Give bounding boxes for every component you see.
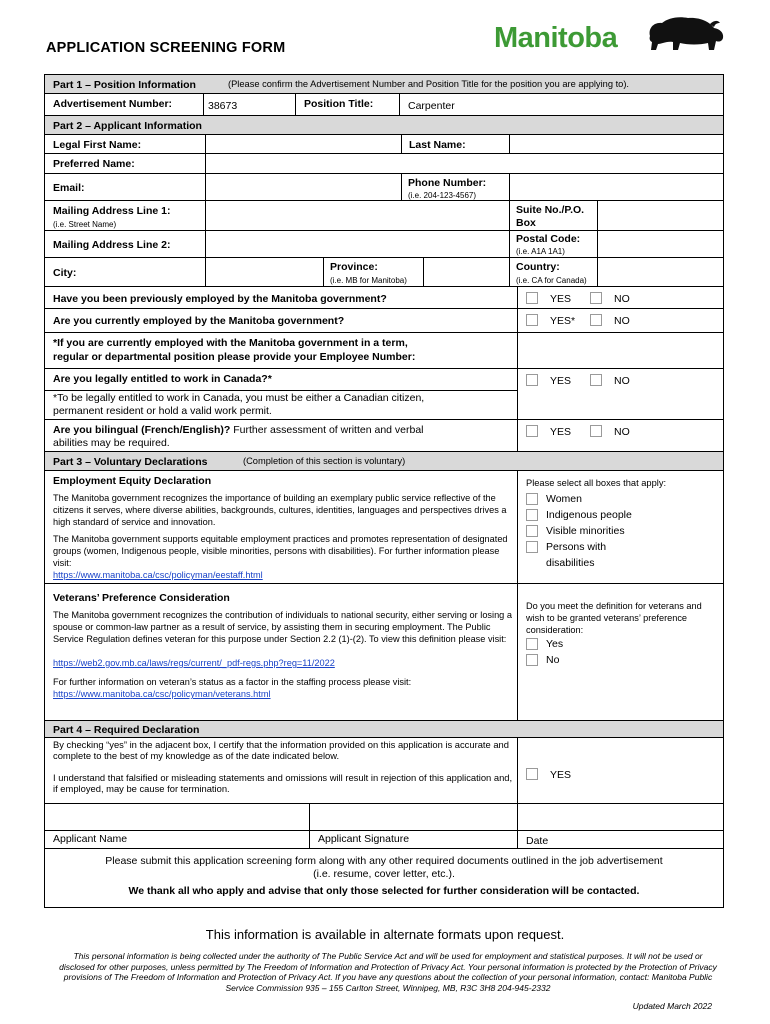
- preferred-row: [45, 154, 723, 174]
- bilingual-no-checkbox[interactable]: [590, 425, 602, 437]
- last-name-label: Last Name:: [409, 139, 466, 151]
- employee-number-row: [45, 333, 723, 369]
- currently-employed-no-checkbox[interactable]: [590, 314, 602, 326]
- legal-first-name-label: Legal First Name:: [53, 139, 142, 151]
- address1-row: [45, 201, 723, 231]
- employee-number-note-1: *If you are currently employed with the Manitoba government in a term,: [53, 337, 408, 349]
- yes-label: YES: [550, 426, 572, 438]
- suite-field[interactable]: [597, 201, 723, 230]
- part3-heading: Part 3 – Voluntary Declarations: [53, 456, 208, 468]
- thank-you-note: We thank all who apply and advise that only those selected for further consideration will be contacted.: [128, 885, 640, 897]
- veterans-yes-checkbox[interactable]: [526, 638, 538, 650]
- women-label: Women: [546, 493, 582, 505]
- postal-code-label: Postal Code:: [516, 233, 581, 245]
- submit-instruction-2: (i.e. resume, cover letter, etc.).: [313, 868, 455, 880]
- address1-field[interactable]: [205, 201, 509, 230]
- phone-label: Phone Number:: [408, 177, 487, 189]
- signature-labels-row: [45, 830, 723, 849]
- part2-heading: Part 2 – Applicant Information: [53, 120, 202, 132]
- date-label-cell: [517, 830, 723, 848]
- yes-star-label: YES*: [550, 315, 576, 327]
- no-label: NO: [614, 293, 630, 305]
- applicant-signature-label: Applicant Signature: [318, 833, 410, 845]
- declaration-answer: [517, 738, 723, 803]
- previously-employed-yes-checkbox[interactable]: [526, 292, 538, 304]
- part3-note: (Completion of this section is voluntary): [243, 456, 406, 466]
- address2-label: Mailing Address Line 2:: [53, 239, 171, 251]
- date-field[interactable]: [517, 804, 723, 830]
- part2-header: [45, 116, 723, 135]
- veterans-regulation-link[interactable]: https://web2.gov.mb.ca/laws/regs/current/_pdf-regs.php?reg=11/2022: [53, 658, 335, 668]
- phone-label-cell: [401, 174, 509, 200]
- veterans-no-checkbox[interactable]: [526, 654, 538, 666]
- last-name-label-cell: [401, 135, 509, 153]
- legal-first-name-field[interactable]: [205, 135, 401, 153]
- country-field[interactable]: [597, 258, 723, 286]
- declaration-yes-label: YES: [550, 769, 572, 781]
- applicant-signature-field[interactable]: [309, 804, 517, 830]
- bison-icon: [644, 14, 726, 54]
- veterans-paragraph-1: The Manitoba government recognizes the contribution of individuals to national security, either serving or losing a spouse or common-law partner as a result of service, by assisting them in securing employment. The Public Service Regulation defines veteran for this purpose under Section 2.2 (1)-(2). To view this definition please visit:: [53, 610, 512, 645]
- email-field[interactable]: [205, 174, 401, 200]
- declaration-paragraph-2: I understand that falsified or misleading statements and omissions will result in rejection of this application and, if employed, may be cause for termination.: [53, 772, 513, 794]
- currently-employed-answers: [517, 309, 723, 332]
- phone-hint: (i.e. 204-123-4567): [408, 191, 477, 200]
- name-row: [45, 135, 723, 154]
- ad-number-label: Advertisement Number:: [53, 98, 173, 110]
- veterans-row: [45, 584, 723, 721]
- declaration-row: [45, 738, 723, 804]
- applicant-name-field[interactable]: [45, 804, 309, 830]
- applicant-name-label-cell: [45, 830, 309, 848]
- part1-heading: Part 1 – Position Information: [53, 79, 196, 91]
- alternate-formats-note: This information is available in alternate formats upon request.: [205, 927, 565, 942]
- address1-label: Mailing Address Line 1:: [53, 205, 171, 217]
- ad-number-field[interactable]: [203, 94, 295, 115]
- visible-minorities-label: Visible minorities: [546, 525, 625, 537]
- bilingual-question-rest: Further assessment of written and verbal: [230, 424, 424, 436]
- employee-number-note-2: regular or departmental position please provide your Employee Number:: [53, 351, 416, 363]
- page-title: APPLICATION SCREENING FORM: [46, 40, 286, 56]
- updated-date: Updated March 2022: [632, 1001, 712, 1011]
- preferred-name-label: Preferred Name:: [53, 158, 135, 170]
- yes-label: YES: [550, 375, 572, 387]
- part4-heading: Part 4 – Required Declaration: [53, 724, 200, 736]
- position-row: [45, 94, 723, 116]
- employment-equity-options: [517, 471, 723, 583]
- part3-header: [45, 452, 723, 471]
- bilingual-question: [53, 424, 424, 436]
- bilingual-question-2: abilities may be required.: [53, 437, 170, 449]
- legal-work-note-2: permanent resident or hold a valid work permit.: [53, 405, 272, 417]
- currently-employed-question: Are you currently employed by the Manitoba government?: [53, 315, 345, 327]
- postal-code-hint: (i.e. A1A 1A1): [516, 247, 565, 256]
- signature-fields-row: [45, 804, 723, 830]
- part1-header: [45, 75, 723, 94]
- part4-header: [45, 721, 723, 738]
- applicant-name-label: Applicant Name: [53, 833, 128, 845]
- employment-equity-row: [45, 471, 723, 584]
- employment-equity-paragraph-1: The Manitoba government recognizes the importance of building an exemplary public service reflective of the citizens it serves, where diverse abilities, backgrounds, cultures, identities, languages and perspectives drives a high standard of service and innovation.: [53, 493, 507, 528]
- postal-code-field[interactable]: [597, 231, 723, 257]
- position-title-field[interactable]: [399, 94, 723, 115]
- employee-number-field[interactable]: [517, 333, 723, 368]
- country-label-cell: [509, 258, 597, 286]
- previously-employed-question: Have you been previously employed by the Manitoba government?: [53, 293, 387, 305]
- disabilities-label: Persons with: [546, 541, 607, 553]
- address2-row: [45, 231, 723, 258]
- application-form: [44, 74, 724, 908]
- province-label: Province:: [330, 261, 378, 273]
- postal-label-cell: [509, 231, 597, 257]
- previously-employed-answers: [517, 287, 723, 308]
- preferred-name-field[interactable]: [205, 154, 723, 173]
- phone-field[interactable]: [509, 174, 723, 200]
- email-label: Email:: [53, 182, 85, 194]
- bilingual-row: [45, 420, 723, 452]
- employment-equity-link[interactable]: https://www.manitoba.ca/csc/policyman/eestaff.html: [53, 570, 263, 580]
- veterans-yes-label: Yes: [546, 638, 564, 650]
- declaration-paragraph-1: By checking “yes” in the adjacent box, I certify that the information provided on this application is accurate and complete to the best of my knowledge as of the date indicated below.: [53, 739, 509, 761]
- visible-minorities-checkbox[interactable]: [526, 525, 538, 537]
- yes-label: YES: [550, 293, 572, 305]
- privacy-notice: This personal information is being collected under the authority of The Public Service Act and will be used for employment and statistical purposes. It will not be used or disclosed for other purposes, unless permitted by The Freedom of Information and Protection of Privacy Act. Your personal information is protected by the Protection of Privacy provisions of The Freedom of Information and Protection of Privacy Act. If you have any questions about the collection of your personal information, contact: Manitoba Public Service Commission 935 – 155 Carlton Street, Winnipeg, MB, R3C 3H8 204-945-2332: [59, 951, 717, 993]
- country-label: Country:: [516, 261, 560, 273]
- legal-work-row: [45, 369, 723, 390]
- address2-field[interactable]: [205, 231, 509, 257]
- currently-employed-row: [45, 309, 723, 333]
- no-label: NO: [614, 426, 630, 438]
- submit-instruction-1: Please submit this application screening form along with any other required documents outlined in the job advertisement: [105, 855, 663, 867]
- previously-employed-row: [45, 287, 723, 309]
- contact-row: [45, 174, 723, 201]
- no-label: NO: [614, 315, 630, 327]
- address1-hint: (i.e. Street Name): [53, 220, 117, 229]
- veterans-policy-link[interactable]: https://www.manitoba.ca/csc/policyman/veterans.html: [53, 689, 271, 699]
- no-label: NO: [614, 375, 630, 387]
- women-checkbox[interactable]: [526, 493, 538, 505]
- veterans-options: [517, 584, 723, 720]
- position-title-label: Position Title:: [304, 98, 374, 110]
- legal-work-note-1: *To be legally entitled to work in Canada, you must be either a Canadian citizen,: [53, 392, 425, 404]
- legal-work-question: Are you legally entitled to work in Canada?*: [53, 373, 272, 385]
- ad-number-value: 38673: [208, 100, 238, 112]
- bilingual-yes-checkbox[interactable]: [526, 425, 538, 437]
- legal-work-yes-checkbox[interactable]: [526, 374, 538, 386]
- applicant-signature-label-cell: [309, 830, 517, 848]
- province-hint: (i.e. MB for Manitoba): [330, 276, 407, 285]
- bilingual-answers: [517, 420, 723, 451]
- legal-work-note-cell: [45, 390, 517, 419]
- previously-employed-no-checkbox[interactable]: [590, 292, 602, 304]
- city-row: [45, 258, 723, 287]
- last-name-field[interactable]: [509, 135, 723, 153]
- suite-label-cell: [509, 201, 597, 230]
- indigenous-checkbox[interactable]: [526, 509, 538, 521]
- part1-note: (Please confirm the Advertisement Number and Position Title for the position you are applying to).: [228, 79, 630, 89]
- position-title-value: Carpenter: [408, 100, 455, 112]
- province-field[interactable]: [423, 258, 509, 286]
- city-field[interactable]: [205, 258, 323, 286]
- suite-label-2: Box: [516, 217, 536, 229]
- select-all-instruction: Please select all boxes that apply:: [526, 478, 667, 488]
- veterans-paragraph-2: For further information on veteran’s status as a factor in the staffing process please visit:: [53, 677, 412, 687]
- legal-work-no-checkbox[interactable]: [590, 374, 602, 386]
- currently-employed-yes-checkbox[interactable]: [526, 314, 538, 326]
- manitoba-logo: [494, 14, 726, 58]
- suite-label: Suite No./P.O.: [516, 204, 585, 216]
- disabilities-checkbox[interactable]: [526, 541, 538, 553]
- veterans-no-label: No: [546, 654, 560, 666]
- country-hint: (i.e. CA for Canada): [516, 276, 587, 285]
- indigenous-label: Indigenous people: [546, 509, 632, 521]
- employment-equity-paragraph-2: The Manitoba government supports equitable employment practices and promotes representation of designated groups (women, Indigenous people, visible minorities, persons with disabilities). For further information please visit:: [53, 534, 508, 569]
- disabilities-label-2: disabilities: [546, 557, 595, 569]
- veterans-question: Do you meet the definition for veterans and wish to be granted veterans’ preference consideration:: [526, 601, 702, 636]
- city-label: City:: [53, 267, 77, 279]
- position-title-label-cell: [295, 94, 399, 115]
- logo-text: Manitoba: [494, 22, 618, 54]
- declaration-yes-checkbox[interactable]: [526, 768, 538, 780]
- bilingual-question-bold: Are you bilingual (French/English)?: [53, 424, 231, 436]
- legal-work-note-row: [45, 390, 723, 420]
- province-label-cell: [323, 258, 423, 286]
- date-label: Date: [526, 835, 549, 847]
- employment-equity-title: Employment Equity Declaration: [53, 475, 212, 487]
- veterans-title: Veterans’ Preference Consideration: [53, 592, 230, 604]
